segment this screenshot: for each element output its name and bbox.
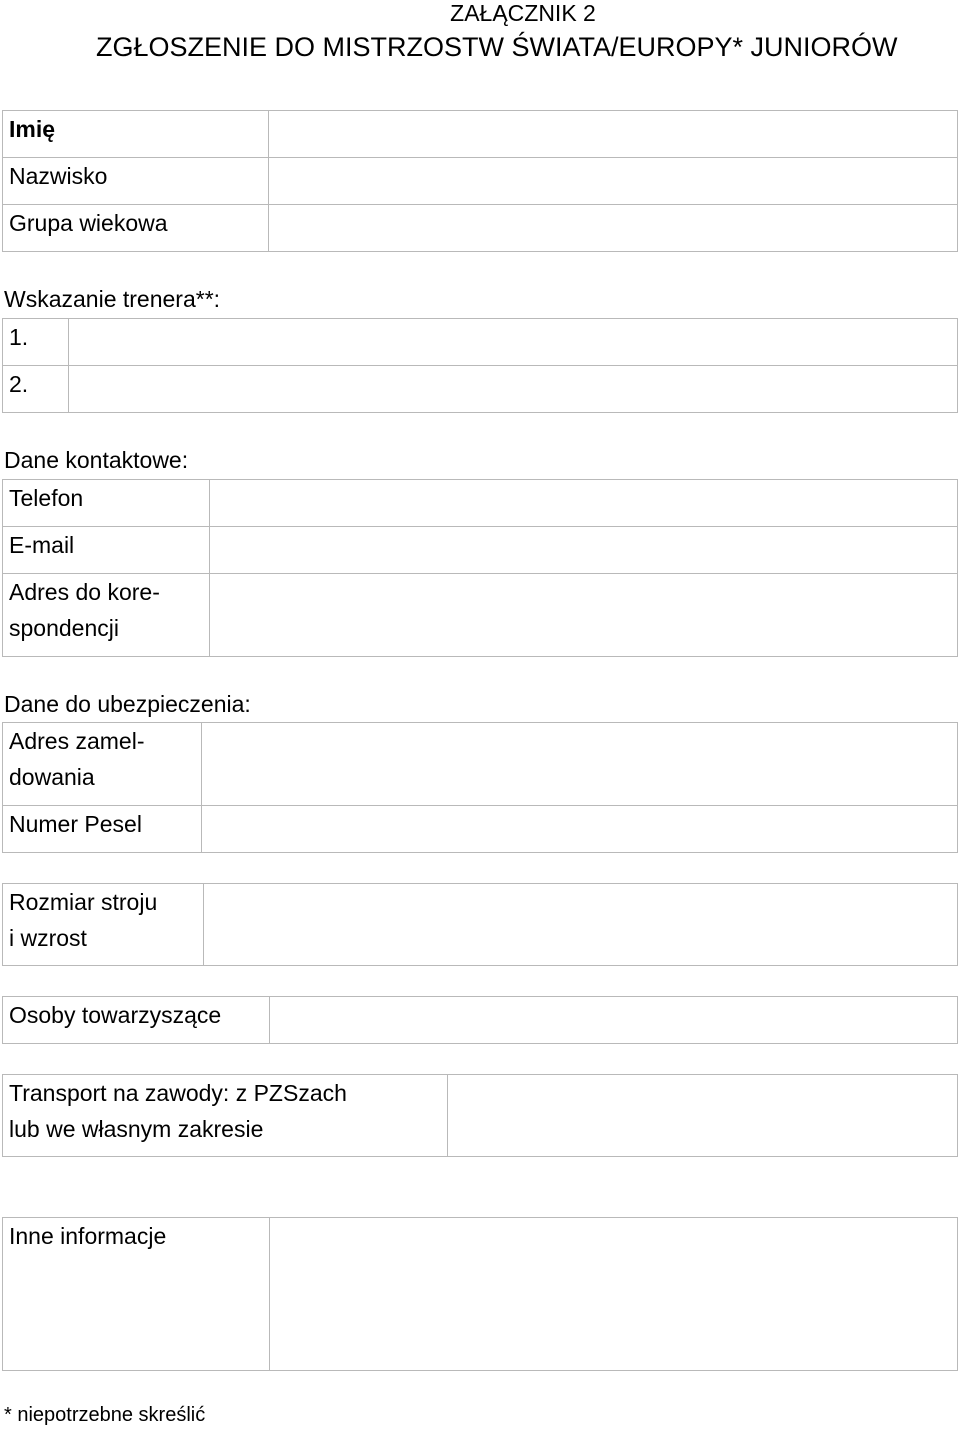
pesel-label: Numer Pesel bbox=[3, 806, 202, 853]
age-group-field[interactable] bbox=[269, 205, 958, 252]
age-group-label: Grupa wiekowa bbox=[3, 205, 269, 252]
trainers-table bbox=[2, 318, 958, 413]
first-name-label: Imię bbox=[3, 111, 269, 158]
trainer-2-field[interactable] bbox=[69, 366, 958, 413]
last-name-label: Nazwisko bbox=[3, 158, 269, 205]
size-table bbox=[2, 883, 958, 966]
trainer-2-label: 2. bbox=[3, 366, 69, 413]
insurance-table bbox=[2, 722, 958, 853]
correspondence-address-field[interactable] bbox=[210, 574, 958, 657]
page-title: ZGŁOSZENIE DO MISTRZOSTW ŚWIATA/EUROPY* JUNIORÓW bbox=[96, 32, 898, 62]
email-field[interactable] bbox=[210, 527, 958, 574]
pesel-field[interactable] bbox=[202, 806, 958, 853]
correspondence-address-label bbox=[3, 574, 210, 657]
contact-heading: Dane kontaktowe: bbox=[4, 447, 189, 473]
companions-field[interactable] bbox=[270, 997, 958, 1044]
size-height-field[interactable] bbox=[204, 884, 958, 966]
size-height-line2: i wzrost bbox=[9, 925, 87, 951]
trainers-heading: Wskazanie trenera**: bbox=[4, 286, 221, 312]
last-name-field[interactable] bbox=[269, 158, 958, 205]
correspondence-address-line2: spondencji bbox=[9, 615, 119, 641]
other-info-field[interactable] bbox=[270, 1218, 958, 1371]
other-info-label: Inne informacje bbox=[3, 1218, 270, 1371]
email-label: E-mail bbox=[3, 527, 210, 574]
transport-line1: Transport na zawody: z PZSzach bbox=[9, 1080, 347, 1106]
trainer-1-field[interactable] bbox=[69, 319, 958, 366]
annex-label: ZAŁĄCZNIK 2 bbox=[450, 0, 596, 26]
size-height-label bbox=[3, 884, 204, 966]
transport-label bbox=[3, 1075, 448, 1157]
transport-field[interactable] bbox=[448, 1075, 958, 1157]
transport-table bbox=[2, 1074, 958, 1157]
companions-label: Osoby towarzyszące bbox=[3, 997, 270, 1044]
residence-address-line2: dowania bbox=[9, 764, 95, 790]
other-info-table bbox=[2, 1217, 958, 1371]
footnote: * niepotrzebne skreślić bbox=[4, 1404, 206, 1426]
phone-label: Telefon bbox=[3, 480, 210, 527]
residence-address-label bbox=[3, 723, 202, 806]
contact-table bbox=[2, 479, 958, 657]
correspondence-address-line1: Adres do kore- bbox=[9, 579, 160, 605]
phone-field[interactable] bbox=[210, 480, 958, 527]
insurance-heading: Dane do ubezpieczenia: bbox=[4, 691, 251, 717]
companions-table bbox=[2, 996, 958, 1044]
trainer-1-label: 1. bbox=[3, 319, 69, 366]
residence-address-line1: Adres zamel- bbox=[9, 728, 145, 754]
residence-address-field[interactable] bbox=[202, 723, 958, 806]
first-name-field[interactable] bbox=[269, 111, 958, 158]
transport-line2: lub we własnym zakresie bbox=[9, 1116, 264, 1142]
personal-table bbox=[2, 110, 958, 252]
size-height-line1: Rozmiar stroju bbox=[9, 889, 158, 915]
